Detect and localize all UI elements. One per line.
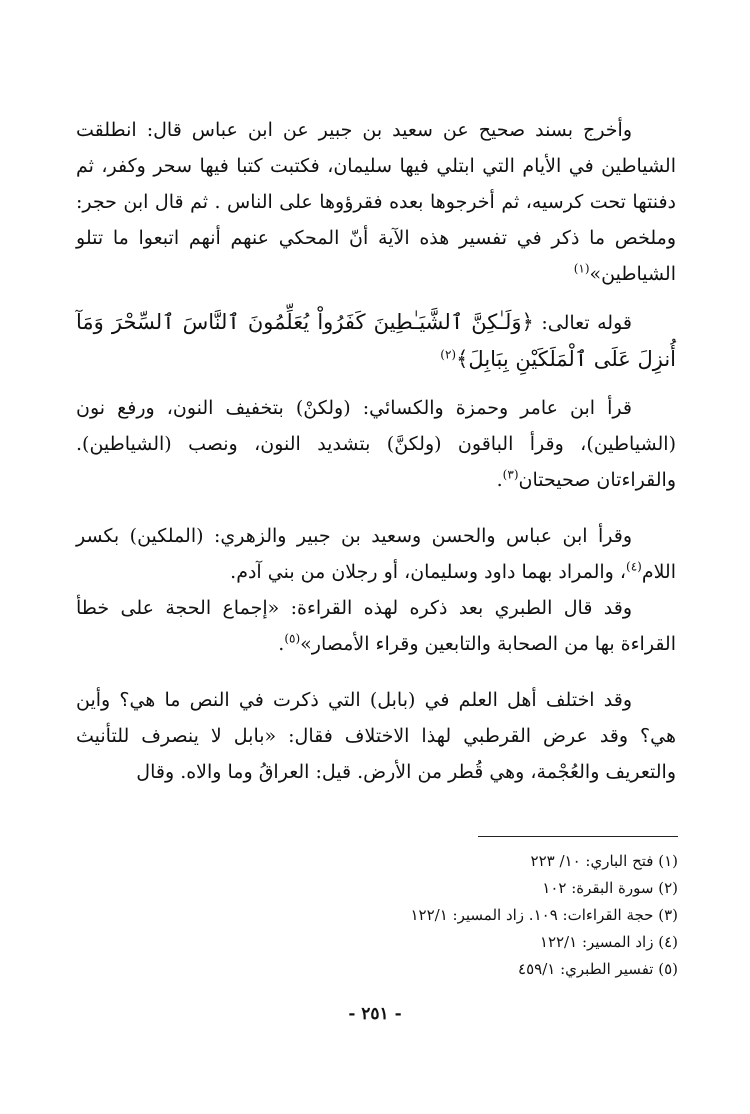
paragraph-ibn-abbas-narration	[76, 112, 676, 292]
footnote-4: (٤) زاد المسير: ١٢٢/١	[539, 933, 678, 951]
paragraph-text: وقد اختلف أهل العلم في (بابل) التي ذكرت في النص ما هي؟ وأين هي؟ وقد عرض القرطبي لهذا الاختلاف فقال: «بابل لا ينصرف للتأنيث والتعريف والعُجْمة، وهي قُطر من الأرض. قيل: العراقُ وما والاه. وقال	[76, 689, 676, 783]
verse-intro: قوله تعالى:	[533, 312, 632, 334]
paragraph-babil-discussion	[76, 682, 676, 790]
paragraph-text: وقد قال الطبري بعد ذكره لهذه القراءة: «إجماع الحجة على خطأ القراءة بها من الصحابة والتابعين وقراء الأمصار»	[76, 597, 676, 655]
paragraph-text: وقرأ ابن عباس والحسن وسعيد بن جبير والزهري: (الملكين) بكسر اللام	[76, 525, 676, 583]
paragraph-quran-verse	[76, 304, 676, 378]
footnote-1: (١) فتح الباري: ١٠/ ٢٢٣	[530, 852, 678, 870]
quran-verse-text: ﴿وَلَـٰكِنَّ ٱلشَّيَـٰطِينَ كَفَرُواْ يُعَلِّمُونَ ٱلنَّاسَ ٱلسِّحْرَ وَمَآ أُنزِلَ عَلَى ٱلْمَلَكَيْنِ بِبَابِلَ﴾	[76, 310, 676, 371]
section-gap	[76, 662, 676, 682]
footnote-ref-2: (٢)	[440, 347, 457, 362]
paragraph-text: وأخرج بسند صحيح عن سعيد بن جبير عن ابن عباس قال: انطلقت الشياطين في الأيام التي ابتلي فيها سليمان، فكتبت كتبا فيها سحر وكفر، ثم دفنتها تحت كرسيه، ثم أخرجوها بعده فقرؤوها على الناس . ثم قال ابن حجر: وملخص ما ذكر في تفسير هذه الآية أنّ المحكي عنهم أنهم اتبعوا ما تتلو الشياطين»	[76, 119, 676, 285]
paragraph-end: .	[496, 469, 503, 491]
footnote-ref-3: (٣)	[502, 467, 519, 482]
footnote-3: (٣) حجة القراءات: ١٠٩. زاد المسير: ١٢٢/١	[410, 906, 678, 924]
footnote-ref-5: (٥)	[284, 631, 301, 646]
footnote-2: (٢) سورة البقرة: ١٠٢	[542, 879, 678, 897]
paragraph-text: قرأ ابن عامر وحمزة والكسائي: (ولكنْ) بتخفيف النون، ورفع نون (الشياطين)، وقرأ الباقون (ولكنَّ) بتشديد النون، ونصب (الشياطين). والقراءتان صحيحتان	[76, 397, 676, 491]
section-gap	[76, 498, 676, 518]
footnote-separator-rule	[478, 836, 678, 837]
page-number: - ٢٥١ -	[348, 1004, 402, 1024]
paragraph-spacer	[76, 378, 676, 390]
main-text	[76, 112, 676, 790]
footnote-ref-1: (١)	[573, 261, 590, 276]
paragraph-readings	[76, 390, 676, 498]
paragraph-end: .	[278, 633, 285, 655]
footnote-5: (٥) تفسير الطبري: ٤٥٩/١	[518, 960, 678, 978]
footnote-ref-4: (٤)	[626, 559, 642, 574]
paragraph-spacer	[76, 292, 676, 304]
paragraph-tabari-comment	[76, 590, 676, 662]
paragraph-text-continued: ، والمراد بهما داود وسليمان، أو رجلان من بني آدم.	[230, 561, 626, 583]
footnotes	[300, 848, 678, 983]
paragraph-malikayn-reading	[76, 518, 676, 590]
